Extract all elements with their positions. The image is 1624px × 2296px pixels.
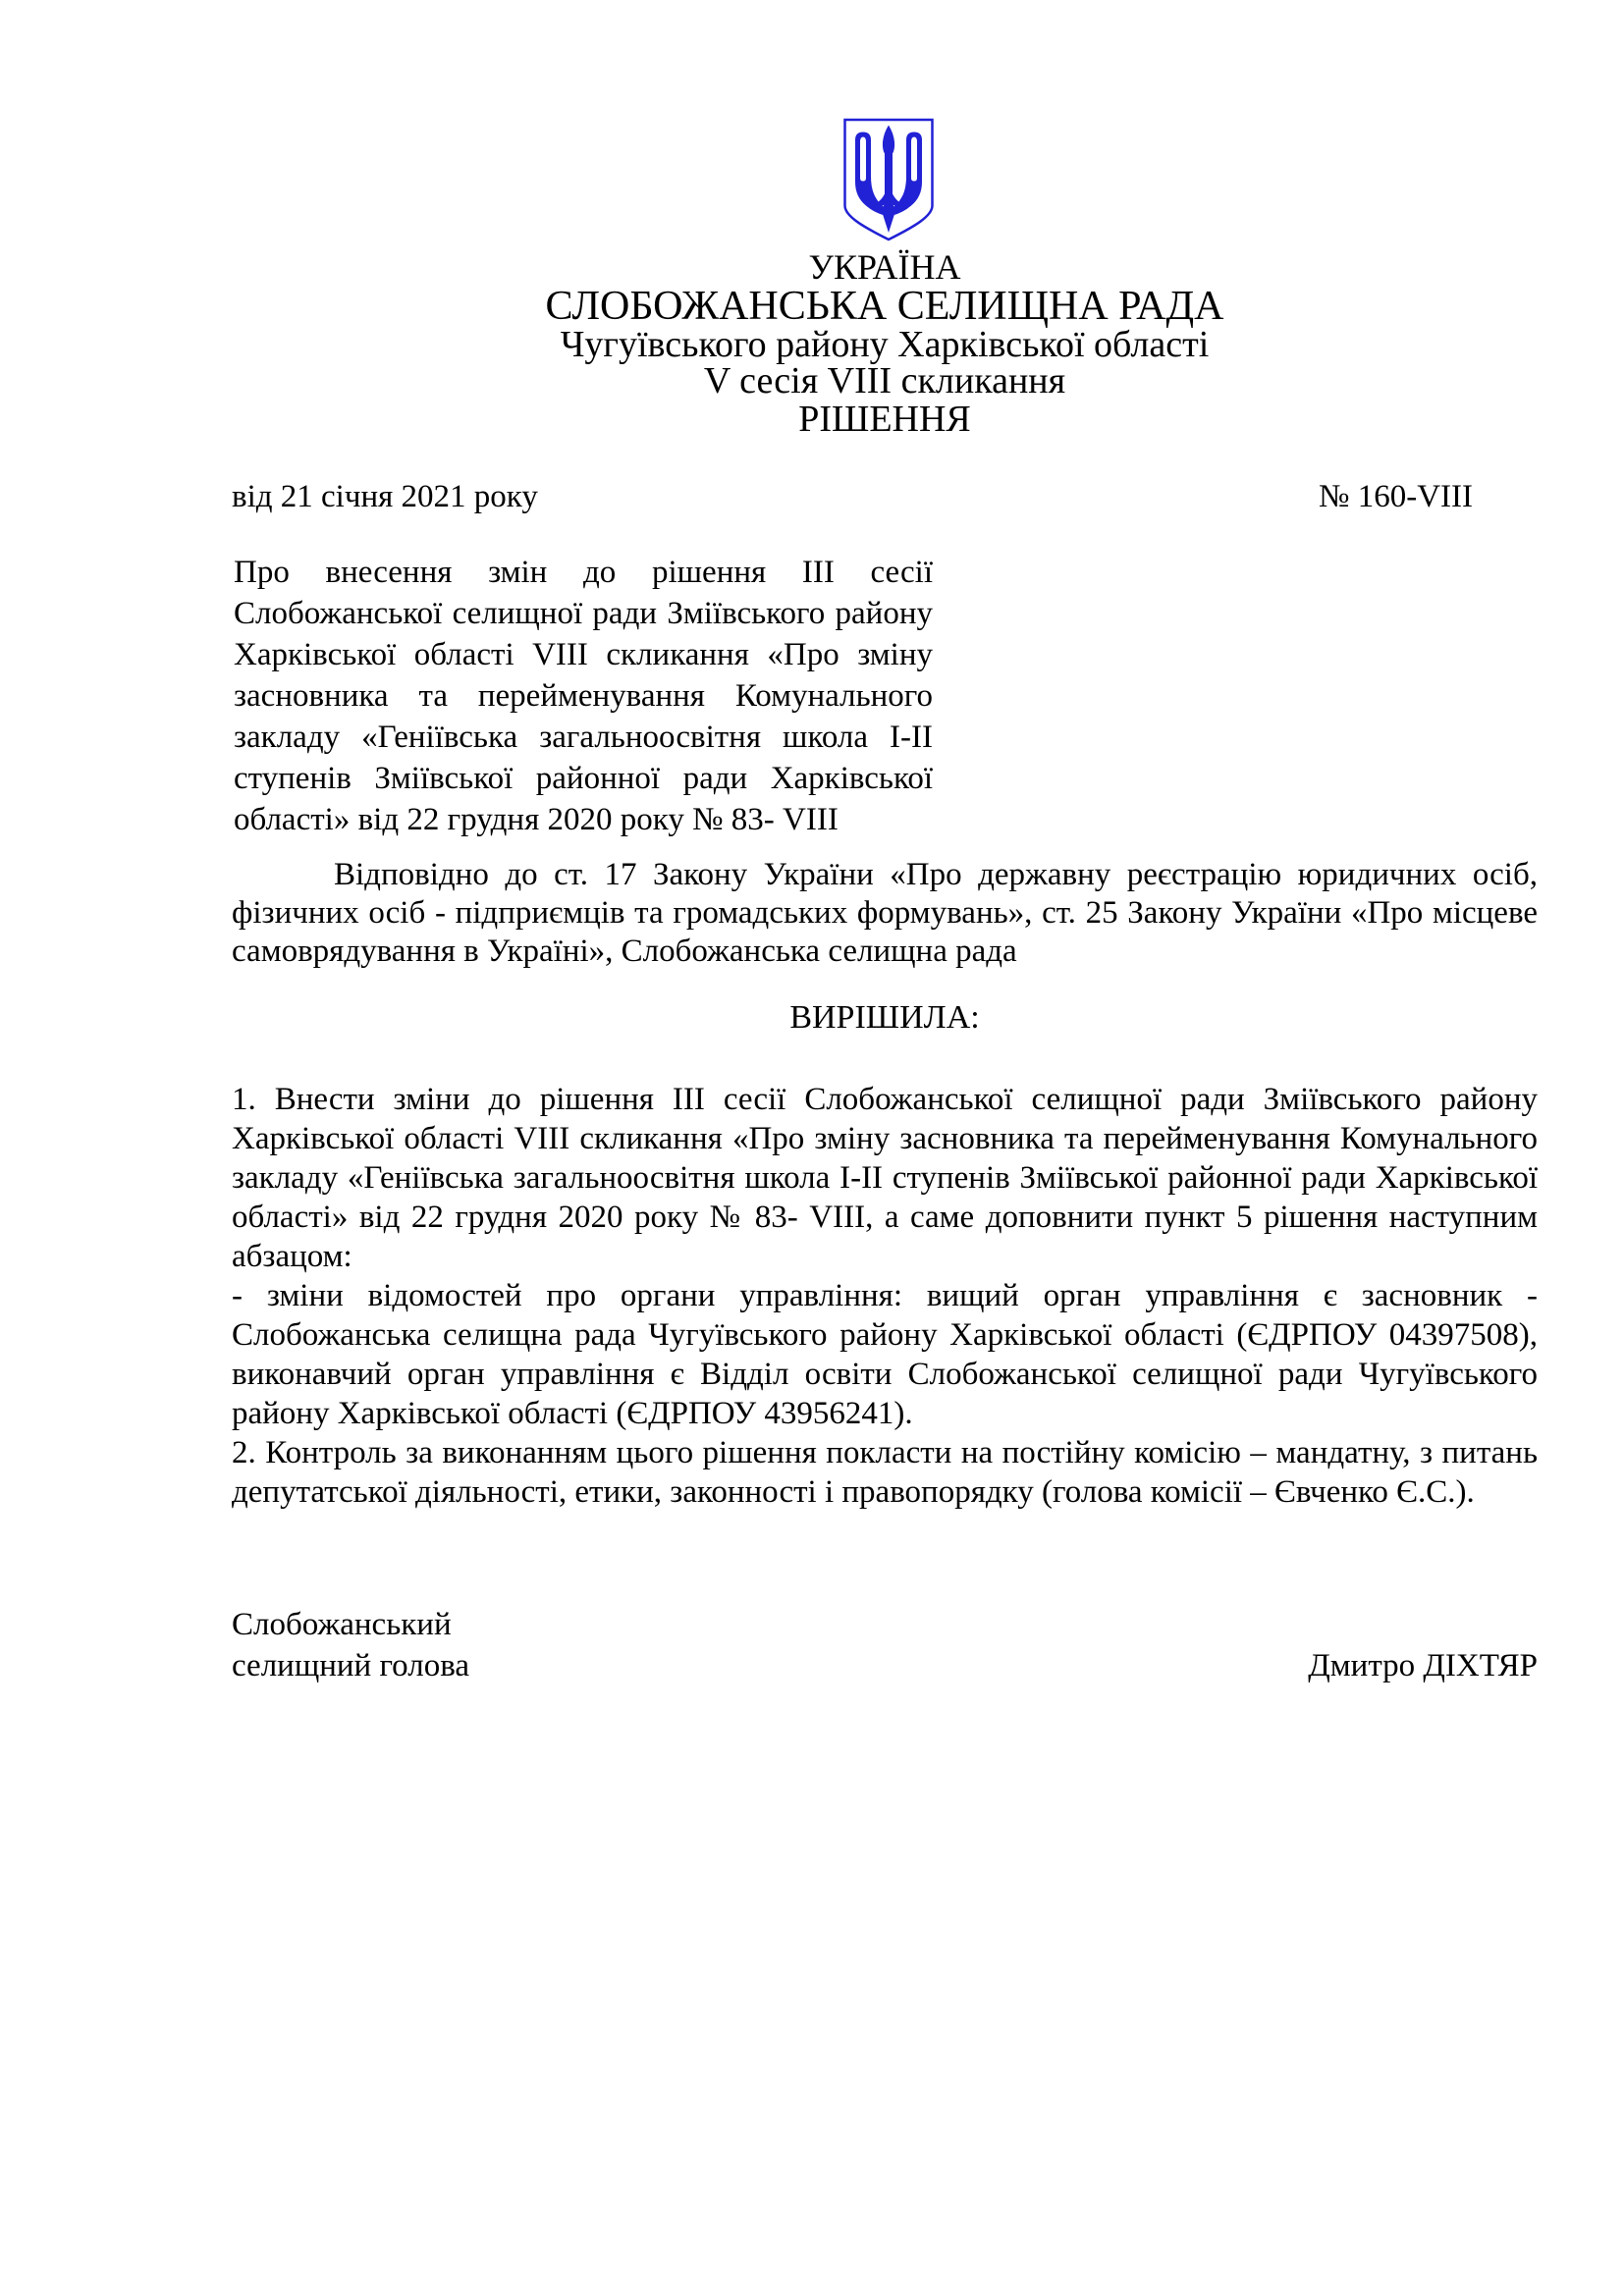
header-country: УКРАЇНА: [808, 247, 961, 287]
decision-paragraph: - зміни відомостей про органи управління: вищий орган управління є засновник - Слобожанська селищна рада Чугуївського району Харківської області (ЄДРПОУ 04397508), виконавчий орган управління є Відділ освіти Слобожанської селищної ради Чугуївського району Харківської області (ЄДРПОУ 43956241).: [232, 1278, 1538, 1431]
meta-row: [232, 477, 1538, 516]
preamble-paragraph: Відповідно до ст. 17 Закону України «Про державну реєстрацію юридичних осіб, фізичних осіб - підприємців та громадських формувань», ст. 25 Закону України «Про місцеве самоврядування в Україні», Слобожанська селищна рада: [232, 857, 1538, 969]
signature-name: Дмитро ДІХТЯР: [1308, 1648, 1538, 1683]
header-doc-type: РІШЕННЯ: [798, 399, 971, 440]
signature-block: [232, 1604, 1538, 1686]
decision-paragraph: 1. Внести зміни до рішення ІІІ сесії Слобожанської селищної ради Зміївського району Харківської області VIII скликання «Про зміну засновника та перейменування Комунального закладу «Геніївська загальноосвітня школа І-ІІ ступенів Зміївської районної ради Харківської області» від 22 грудня 2020 року № 83- VIII, а саме доповнити пункт 5 рішення наступним абзацом:: [232, 1082, 1538, 1274]
decision-body: [232, 1080, 1538, 1512]
ukraine-coat-of-arms-icon: [842, 117, 935, 242]
doc-date: від 21 січня 2021 року: [232, 479, 538, 514]
signature-title: [232, 1604, 469, 1686]
header-council-name: СЛОБОЖАНСЬКА СЕЛИЩНА РАДА: [545, 284, 1224, 329]
letterhead: [232, 247, 1538, 440]
resolved-heading: ВИРІШИЛА:: [789, 999, 980, 1036]
signature-title-line2: селищний голова: [232, 1648, 470, 1683]
header-session: V сесія VIII скликання: [703, 360, 1066, 401]
header-district: Чугуївського району Харківської області: [560, 324, 1210, 365]
signature-title-line1: Слобожанський: [232, 1607, 452, 1642]
subject-paragraph: Про внесення змін до рішення ІІІ сесії Слобожанської селищної ради Зміївського району Харківської області VIII скликання «Про зміну засновника та перейменування Комунального закладу «Геніївська загальноосвітня школа І-ІІ ступенів Зміївської районної ради Харківської області» від 22 грудня 2020 року № 83- VIII: [234, 555, 933, 837]
doc-number: № 160-VIII: [1318, 479, 1473, 514]
decision-paragraph: 2. Контроль за виконанням цього рішення покласти на постійну комісію – мандатну, з питань депутатської діяльності, етики, законності і правопорядку (голова комісії – Євченко Є.С.).: [232, 1435, 1538, 1510]
